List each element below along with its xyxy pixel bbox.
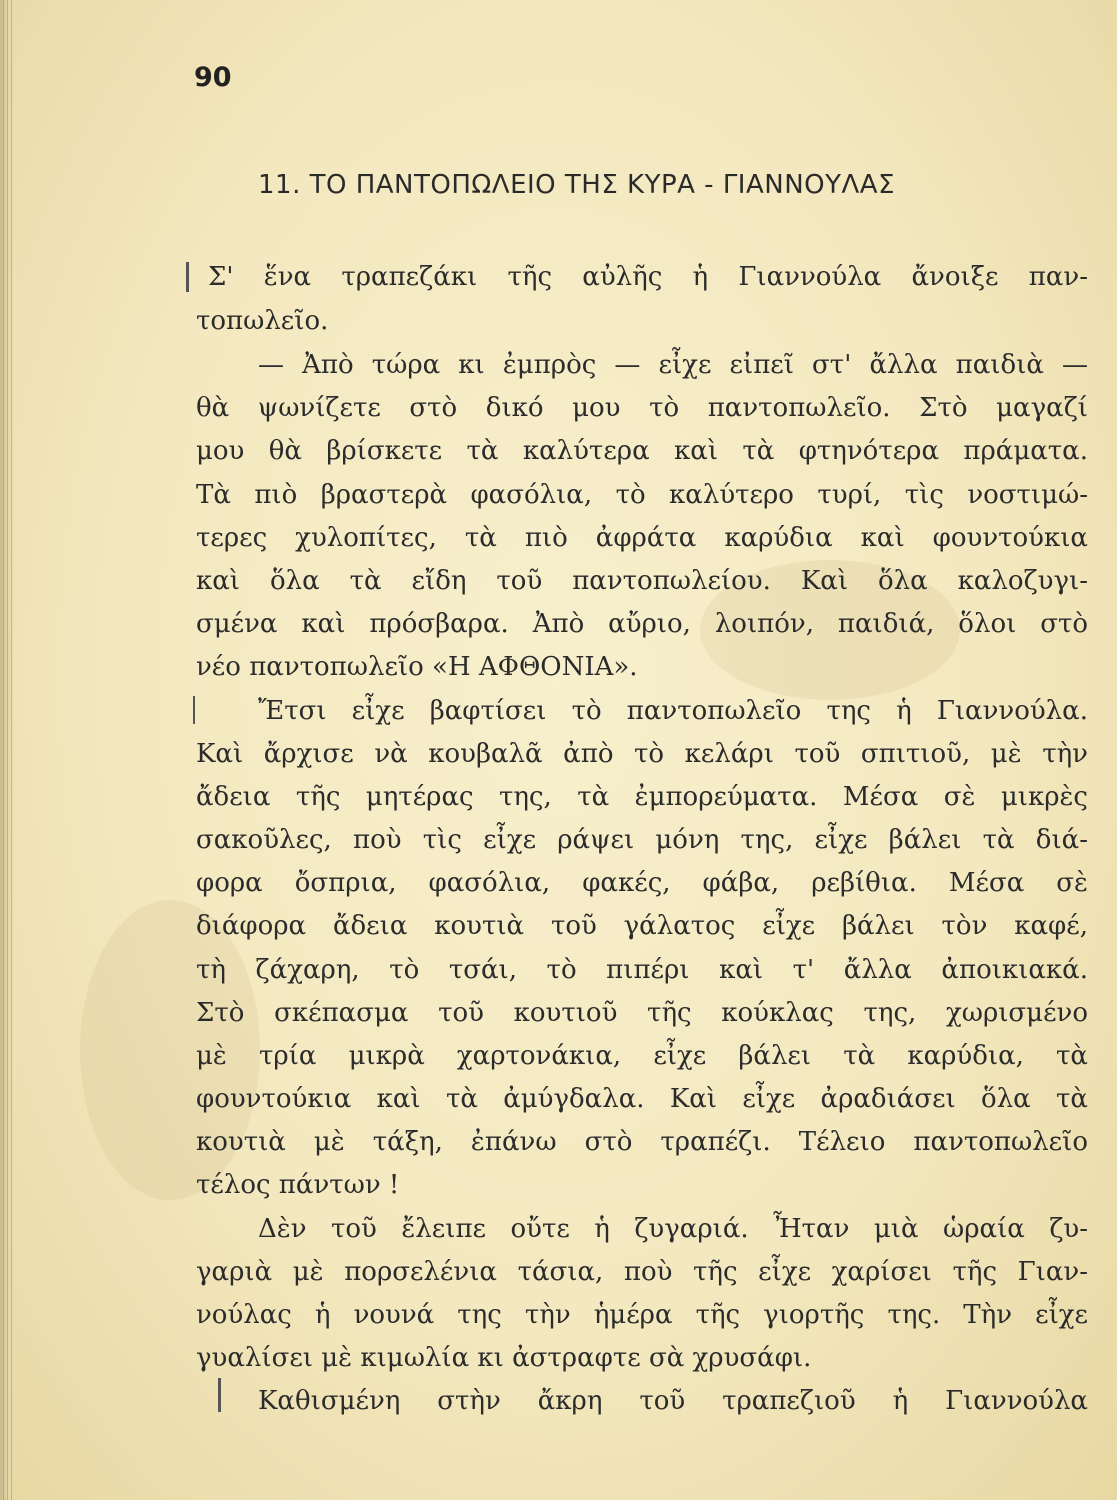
text-line: καὶ ὅλα τὰ εἴδη τοῦ παντοπωλείου. Καὶ ὅλα καλοζυγι-	[196, 566, 1088, 596]
gutter-line	[11, 0, 12, 1500]
text-line: Στὸ σκέπασμα τοῦ κουτιοῦ τῆς κούκλας της, χωρισμένο	[196, 998, 1088, 1028]
gutter-line	[7, 0, 8, 1500]
pencil-margin-mark	[186, 262, 189, 292]
text-line: τέλος πάντων !	[196, 1170, 400, 1200]
text-line: τὴ ζάχαρη, τὸ τσάι, τὸ πιπέρι καὶ τ' ἄλλα ἀποικιακά.	[196, 955, 1088, 985]
text-line: θὰ ψωνίζετε στὸ δικό μου τὸ παντοπωλεῖο. Στὸ μαγαζί	[196, 393, 1088, 423]
text-line: διάφορα ἄδεια κουτιὰ τοῦ γάλατος εἶχε βάλει τὸν καφέ,	[196, 911, 1088, 941]
text-line: γυαλίσει μὲ κιμωλία κι ἀστραφτε σὰ χρυσάφι.	[196, 1343, 812, 1373]
text-line: Δὲν τοῦ ἔλειπε οὔτε ἡ ζυγαριά. Ἦταν μιὰ ὡραία ζυ-	[258, 1214, 1088, 1244]
text-line: Ἔτσι εἶχε βαφτίσει τὸ παντοπωλεῖο της ἡ Γιαννούλα.	[258, 696, 1088, 726]
text-line: τοπωλεῖο.	[196, 306, 329, 336]
text-line: μου θὰ βρίσκετε τὰ καλύτερα καὶ τὰ φτηνότερα πράματα.	[196, 436, 1088, 466]
text-line: Σ' ἕνα τραπεζάκι τῆς αὐλῆς ἡ Γιαννούλα ἄνοιξε παν-	[208, 262, 1088, 292]
text-line: μὲ τρία μικρὰ χαρτονάκια, εἶχε βάλει τὰ καρύδια, τὰ	[196, 1041, 1088, 1071]
pencil-margin-mark	[218, 1378, 221, 1412]
gutter-line	[3, 0, 4, 1500]
page-number: 90	[194, 62, 232, 93]
text-line: Τὰ πιὸ βραστερὰ φασόλια, τὸ καλύτερο τυρί, τὶς νοστιμώ-	[196, 480, 1088, 510]
text-line: ἄδεια τῆς μητέρας της, τὰ ἐμπορεύματα. Μέσα σὲ μικρὲς	[196, 782, 1088, 812]
text-line: νέο παντοπωλεῖο «Η ΑΦΘΟΝΙΑ».	[196, 652, 638, 682]
text-line: φορα ὄσπρια, φασόλια, φακές, φάβα, ρεβίθια. Μέσα σὲ	[196, 868, 1088, 898]
text-line: τερες χυλοπίτες, τὰ πιὸ ἀφράτα καρύδια καὶ φουντούκια	[196, 523, 1088, 553]
text-line: σμένα καὶ πρόσβαρα. Ἀπὸ αὔριο, λοιπόν, παιδιά, ὅλοι στὸ	[196, 609, 1088, 639]
text-line: σακοῦλες, ποὺ τὶς εἶχε ράψει μόνη της, εἶχε βάλει τὰ διά-	[196, 825, 1088, 855]
text-line: κουτιὰ μὲ τάξη, ἐπάνω στὸ τραπέζι. Τέλειο παντοπωλεῖο	[196, 1127, 1088, 1157]
text-line: φουντούκια καὶ τὰ ἀμύγδαλα. Καὶ εἶχε ἀραδιάσει ὅλα τὰ	[196, 1084, 1088, 1114]
text-line: Καὶ ἄρχισε νὰ κουβαλᾶ ἀπὸ τὸ κελάρι τοῦ σπιτιοῦ, μὲ τὴν	[196, 739, 1088, 769]
text-line: νούλας ἡ νουνά της τὴν ἡμέρα τῆς γιορτῆς της. Τὴν εἶχε	[196, 1300, 1088, 1330]
text-line: Καθισμένη στὴν ἄκρη τοῦ τραπεζιοῦ ἡ Γιαννούλα	[258, 1386, 1088, 1416]
text-line: — Ἀπὸ τώρα κι ἐμπρὸς — εἶχε εἰπεῖ στ' ἄλλα παιδιὰ —	[258, 350, 1088, 380]
text-line: γαριὰ μὲ πορσελένια τάσια, ποὺ τῆς εἶχε χαρίσει τῆς Γιαν-	[196, 1257, 1088, 1287]
pencil-margin-mark	[193, 696, 195, 724]
chapter-title: 11. ΤΟ ΠΑΝΤΟΠΩΛΕΙΟ ΤΗΣ ΚΥΡΑ - ΓΙΑΝΝΟΥΛΑΣ	[258, 170, 896, 200]
